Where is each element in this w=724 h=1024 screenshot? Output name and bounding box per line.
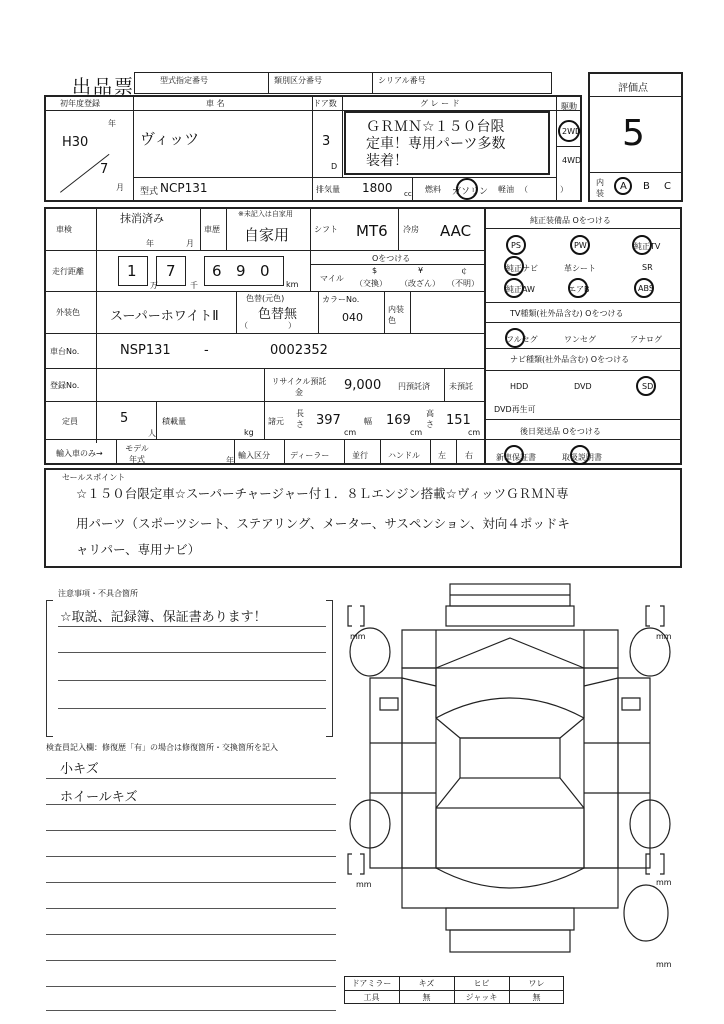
- mileage-km: km: [286, 280, 299, 289]
- mileage-man: 万: [150, 281, 158, 290]
- width: 169: [386, 413, 411, 428]
- capacity-label: 定員: [62, 417, 78, 426]
- ac-label: 冷房: [403, 225, 419, 234]
- eq-header-crack: ヒビ: [473, 979, 490, 988]
- inspector-line2: ホイールキズ: [60, 790, 138, 805]
- opt-pw: PW: [574, 241, 587, 250]
- mileage-s: $: [372, 266, 378, 275]
- doors-label: ドア数: [313, 99, 337, 108]
- year-suffix: 年: [108, 119, 116, 128]
- opt-tv: 純正TV: [634, 242, 661, 251]
- model-no-label: 型式指定番号: [160, 76, 208, 85]
- handle-label: ハンドル: [388, 451, 420, 460]
- notes-label: 注意事項・不具合箇所: [58, 589, 138, 598]
- month-suffix: 月: [116, 183, 124, 192]
- shaken-value: 抹消済み: [120, 212, 164, 225]
- later-manual: 取扱説明書: [562, 453, 602, 462]
- color-code-label: カラーNo.: [322, 295, 360, 304]
- mm-label-rr: mm: [656, 878, 672, 887]
- circle-pw: [570, 235, 590, 255]
- handle-right: 右: [465, 451, 473, 460]
- tv-oneseg: ワンセグ: [564, 335, 596, 344]
- mileage-k: ¥: [418, 266, 424, 275]
- fuel-circle: [456, 178, 478, 200]
- drive-4wd: 4WD: [562, 156, 582, 165]
- circle-navi: [504, 256, 524, 276]
- mileage-unknown: （不明）: [447, 279, 479, 288]
- circle-manual: [570, 445, 590, 465]
- width-cm: cm: [410, 428, 423, 437]
- mileage-digit-4: 9: [236, 262, 246, 280]
- year-era: H30: [62, 135, 89, 150]
- mileage-sen: 千: [190, 281, 198, 290]
- score-label: 評価点: [618, 83, 648, 94]
- chassis-label: 車台No.: [50, 347, 80, 356]
- repaint: 色替無: [258, 307, 298, 322]
- drive-label: 駆動: [561, 102, 577, 111]
- name-label: 車 名: [206, 99, 225, 108]
- mileage-digit-5: 0: [260, 262, 270, 280]
- sales-label: セールスポイント: [62, 473, 126, 482]
- import-category-label: 輸入区分: [238, 451, 270, 460]
- displacement-label: 排気量: [316, 185, 340, 194]
- opt-airbag: エアB: [568, 285, 590, 294]
- chassis-prefix: NSP131: [120, 343, 171, 358]
- later-title: 後日発送品 Oをつける: [520, 427, 601, 436]
- color-value: スーパーホワイトⅡ: [110, 309, 219, 324]
- grade-line3: 装着！: [366, 153, 408, 169]
- recycle-unit: 円預託済: [398, 382, 430, 391]
- opt-leather: 革シート: [564, 264, 596, 273]
- ac: AAC: [440, 222, 472, 240]
- sales-line3: ャリパー、専用ナビ）: [76, 542, 201, 557]
- height-cm: cm: [468, 428, 481, 437]
- chassis-number: 0002352: [270, 343, 328, 358]
- load-label: 積載量: [162, 417, 186, 426]
- height: 151: [446, 413, 471, 428]
- mileage-digit-1: 1: [127, 262, 137, 280]
- history: 自家用: [244, 226, 290, 244]
- navi-hdd: HDD: [510, 382, 529, 391]
- mileage-n: ￠: [460, 267, 468, 276]
- later-warranty: 新車保証書: [496, 453, 536, 462]
- opt-aw: 純正AW: [506, 285, 535, 294]
- interior-grade-c: C: [664, 181, 671, 192]
- length-cm: cm: [344, 428, 357, 437]
- fuel: ガソリン: [452, 187, 489, 197]
- history-label: 車歴: [204, 225, 220, 234]
- katashiki: NCP131: [160, 181, 208, 195]
- grade-line1: ＧＲＭＮ☆１５０台限: [366, 119, 505, 135]
- navi-sd: SD: [642, 382, 654, 391]
- eq-val-2: ジャッキ: [465, 993, 498, 1002]
- interior-circle: [614, 177, 632, 195]
- inspector-line1: 小キズ: [60, 762, 99, 777]
- color-code: 040: [342, 311, 363, 324]
- circle-airbag: [568, 278, 588, 298]
- class-no-label: 類別区分番号: [274, 76, 322, 85]
- form-title: 出品票: [72, 76, 136, 98]
- shift-label: シフト: [314, 225, 338, 234]
- door-d: D: [331, 162, 338, 171]
- interior-grade-a: A: [620, 181, 627, 192]
- import-dealer: ディーラー: [290, 451, 330, 460]
- circle-aw: [504, 278, 524, 298]
- doors: 3: [322, 134, 331, 149]
- opt-sr: SR: [642, 263, 653, 272]
- drive-2wd: 2WD: [562, 127, 582, 136]
- eq-header-mirror: ドアミラー: [351, 979, 392, 988]
- displacement: 1800: [362, 181, 393, 195]
- opt-ps: PS: [511, 241, 521, 250]
- mileage-otsukeru: Oをつける: [372, 254, 411, 263]
- tv-analog: アナログ: [630, 335, 662, 344]
- eq-row-tools: 工具: [363, 993, 380, 1002]
- shaken-nen: 年: [146, 239, 154, 248]
- mileage-digit-2: 7: [166, 262, 176, 280]
- interior-color-label: 内装色: [388, 305, 404, 325]
- car-name: ヴィッツ: [140, 130, 200, 148]
- mileage-modify: （改ざん）: [400, 279, 440, 288]
- length: 397: [316, 413, 341, 428]
- interior-label: 内装: [596, 178, 604, 198]
- tv-title: TV種類(社外品含む) Oをつける: [510, 309, 624, 318]
- interior-grade-b: B: [643, 181, 650, 192]
- tv-fullseg: フルセグ: [506, 335, 538, 344]
- navi-dvd-play: DVD再生可: [494, 405, 536, 414]
- circle-tv: [632, 235, 652, 255]
- mileage-exchange: （交換）: [355, 279, 387, 288]
- specs-label: 諸元: [268, 417, 284, 426]
- recycle-label: リサイクル預託金: [271, 377, 327, 397]
- mileage-label: 走行距離: [52, 267, 84, 276]
- width-label: 幅: [364, 417, 372, 426]
- mm-label-fr: mm: [656, 632, 672, 641]
- fuel-label: 燃料: [425, 185, 441, 194]
- notes-line1: ☆取説、記録簿、保証書あります！: [60, 610, 267, 625]
- cc: cc: [404, 190, 412, 198]
- drive-circle: [558, 120, 580, 142]
- model-year-label: モデル年式: [125, 444, 149, 464]
- opt-abs: ABS: [638, 284, 654, 293]
- color-label: 外装色: [56, 308, 80, 317]
- shift: MT6: [356, 222, 388, 240]
- handle-left: 左: [438, 451, 446, 460]
- capacity: 5: [120, 411, 129, 426]
- mm-label-fl: mm: [350, 632, 366, 641]
- history-note: ※未記入は自家用: [238, 210, 293, 218]
- serial-label: シリアル番号: [378, 76, 426, 85]
- repaint-label: 色替(元色): [246, 294, 285, 303]
- circle-warranty: [504, 445, 524, 465]
- mm-label-rl: mm: [356, 880, 372, 889]
- sales-line1: ☆１５０台限定車☆スーパーチャージャー付１．８Ｌエンジン搭載☆ヴィッツＧＲＭＮ専: [76, 486, 569, 501]
- katashiki-label: 型式: [140, 187, 159, 197]
- height-label: 高さ: [426, 409, 434, 429]
- shaken-gatsu: 月: [186, 239, 194, 248]
- mm-label-spare: mm: [656, 960, 672, 969]
- fuel-paren: （ ）: [520, 185, 568, 194]
- first-reg-label: 初年度登録: [60, 99, 100, 108]
- circle-sd: [636, 376, 656, 396]
- import-label: 輸入車のみ→: [56, 449, 103, 458]
- eq-header-scratch: キズ: [418, 979, 435, 988]
- repaint-paren: （ ）: [240, 321, 296, 330]
- month: 7: [100, 162, 109, 177]
- opt-navi: 純正ナビ: [506, 264, 538, 273]
- import-parallel: 並行: [352, 451, 368, 460]
- eq-val-3: 無: [532, 993, 541, 1002]
- sales-line2: 用パーツ（スポーツシート、ステアリング、メーター、サスペンション、対向４ポッドキ: [76, 516, 570, 531]
- options-title: 純正装備品 Oをつける: [530, 216, 611, 225]
- score-value: 5: [622, 113, 645, 154]
- recycle-amount: 9,000: [344, 378, 382, 393]
- car-diagram: [340, 578, 680, 978]
- chassis-dash: -: [204, 343, 209, 358]
- navi-dvd: DVD: [574, 382, 592, 391]
- grade-label: グ レ ー ド: [420, 99, 460, 108]
- mileage-mile: マイル: [320, 274, 344, 283]
- mileage-digit-3: 6: [212, 262, 222, 280]
- reg-label: 登録No.: [50, 381, 80, 390]
- capacity-nin: 人: [148, 429, 156, 438]
- light-oil: 軽油: [498, 185, 514, 194]
- import-nen: 年: [226, 456, 234, 465]
- shaken-label: 車検: [56, 225, 72, 234]
- eq-header-break: ワレ: [528, 979, 545, 988]
- circle-fullseg: [505, 328, 525, 348]
- inspector-label: 検査員記入欄：修復歴「有」の場合は修復箇所・交換箇所を記入: [46, 743, 278, 752]
- eq-val-1: 無: [422, 993, 431, 1002]
- grade-line2: 定車！専用パーツ多数: [366, 136, 506, 152]
- length-label: 長さ: [296, 409, 304, 429]
- navi-title: ナビ種類(社外品含む) Oをつける: [510, 355, 630, 364]
- load-kg: kg: [244, 428, 254, 437]
- circle-ps: [506, 235, 526, 255]
- circle-abs: [634, 278, 654, 298]
- recycle-not: 未預託: [449, 382, 473, 391]
